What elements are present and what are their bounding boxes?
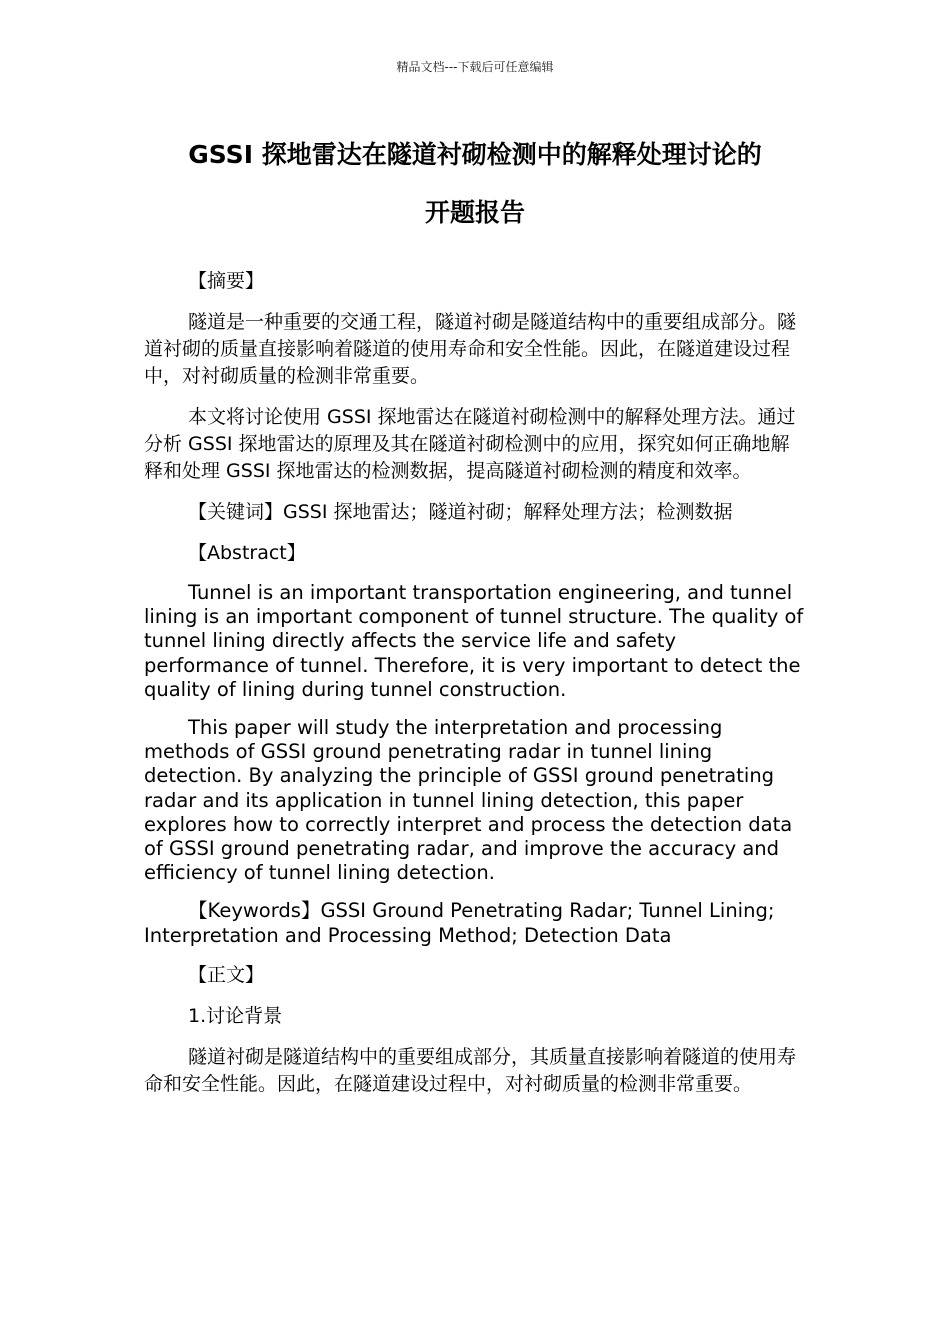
section-1-paragraph-1: 隧道衬砌是隧道结构中的重要组成部分，其质量直接影响着隧道的使用寿命和安全性能。因此，在隧道建设过程中，对衬砌质量的检测非常重要。 xyxy=(144,1045,797,1095)
header-note: 精品文档---下载后可任意编辑 xyxy=(396,60,554,74)
abstract-paragraph-2: 本文将讨论使用 GSSI 探地雷达在隧道衬砌检测中的解释处理方法。通过分析 GSSI 探地雷达的原理及其在隧道衬砌检测中的应用，探究如何正确地解释和处理 GSSI 探地雷达的检测数据，提高隧道衬砌检测的精度和效率。 xyxy=(144,406,796,482)
title-line-2: 开题报告 xyxy=(424,198,525,227)
abstract-heading: 【摘要】 xyxy=(188,270,265,292)
abstract-en-paragraph-2: This paper will study the interpretation and processing methods of GSSI ground penetrating radar in tunnel lining detection. By analyzing the principle of GSSI ground penetrating radar and its application in tunnel lining detection, this paper explores how to correctly interpret and process the detection data of GSSI ground penetrating radar, and improve the accuracy and efficiency of tunnel lining detection. xyxy=(144,716,793,885)
document-title xyxy=(140,126,810,242)
abstract-paragraph-1: 隧道是一种重要的交通工程，隧道衬砌是隧道结构中的重要组成部分。隧道衬砌的质量直接影响着隧道的使用寿命和安全性能。因此，在隧道建设过程中，对衬砌质量的检测非常重要。 xyxy=(144,311,797,387)
title-line-1: GSSI 探地雷达在隧道衬砌检测中的解释处理讨论的 xyxy=(188,140,762,169)
keywords-cn: 【关键词】GSSI 探地雷达；隧道衬砌；解释处理方法；检测数据 xyxy=(188,501,733,523)
document-body xyxy=(144,268,806,1098)
body-heading: 【正文】 xyxy=(188,963,265,986)
keywords-en: 【Keywords】GSSI Ground Penetrating Radar; Tunnel Lining; Interpretation and Processing Method; Detection Data xyxy=(144,899,775,947)
abstract-en-paragraph-1: Tunnel is an important transportation engineering, and tunnel lining is an important component of tunnel structure. The quality of tunnel lining directly affects the service life and safety performance of tunnel. Therefore, it is very important to detect the quality of lining during tunnel construction. xyxy=(144,581,804,701)
abstract-en-heading: 【Abstract】 xyxy=(188,542,306,564)
section-1-heading: 1.讨论背景 xyxy=(188,1004,283,1027)
